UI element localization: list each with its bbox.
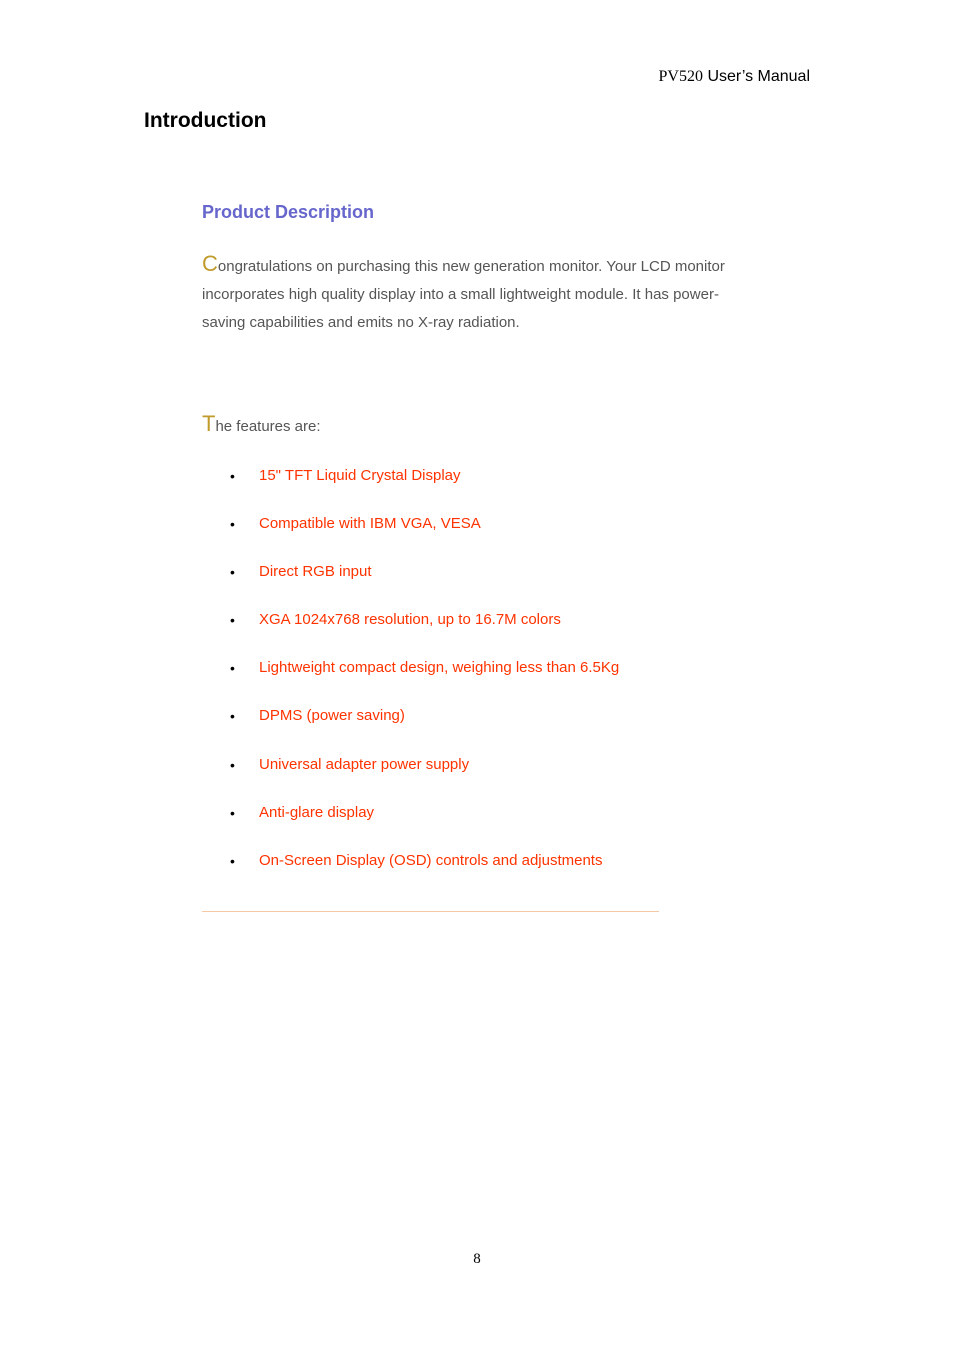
intro-text: ongratulations on purchasing this new generation monitor. Your LCD monitor incorporates high quality display into a small lightweight module. It has power- saving capabilities and emits no X-ray radiation. [202,258,725,331]
section-divider [202,911,659,912]
features-drop-cap: T [202,411,216,436]
feature-text: 15" TFT Liquid Crystal Display [259,467,461,484]
bullet-icon: • [230,516,235,533]
intro-drop-cap: C [202,251,218,276]
feature-text: XGA 1024x768 resolution, up to 16.7M colors [259,611,561,629]
intro-paragraph [202,250,742,337]
feature-text: Anti-glare display [259,803,375,821]
feature-text: On-Screen Display (OSD) controls and adjustments [259,851,603,869]
bullet-icon: • [230,756,235,773]
bullet-icon: • [230,804,235,821]
feature-text: Lightweight compact design, weighing less than 6.5Kg [259,659,620,677]
bullet-icon: • [230,564,235,581]
bullet-icon: • [230,612,235,629]
bullet-icon: • [230,660,235,677]
feature-text: Universal adapter power supply [259,755,470,773]
bullet-icon: • [230,852,235,869]
page-header [659,68,810,86]
bullet-icon: • [230,468,235,484]
feature-text: Compatible with IBM VGA, VESA [259,515,481,533]
feature-text: DPMS (power saving) [259,707,405,725]
page-number: 8 [473,1251,481,1267]
bullet-icon: • [230,708,235,725]
header-model: PV520 [658,68,703,85]
feature-text: Direct RGB input [259,563,372,581]
section-title: Product Description [202,202,375,222]
chapter-title: Introduction [144,109,267,132]
header-manual-label: User’s Manual [707,68,810,85]
features-intro [202,410,321,441]
features-intro-text: he features are: [215,418,321,435]
